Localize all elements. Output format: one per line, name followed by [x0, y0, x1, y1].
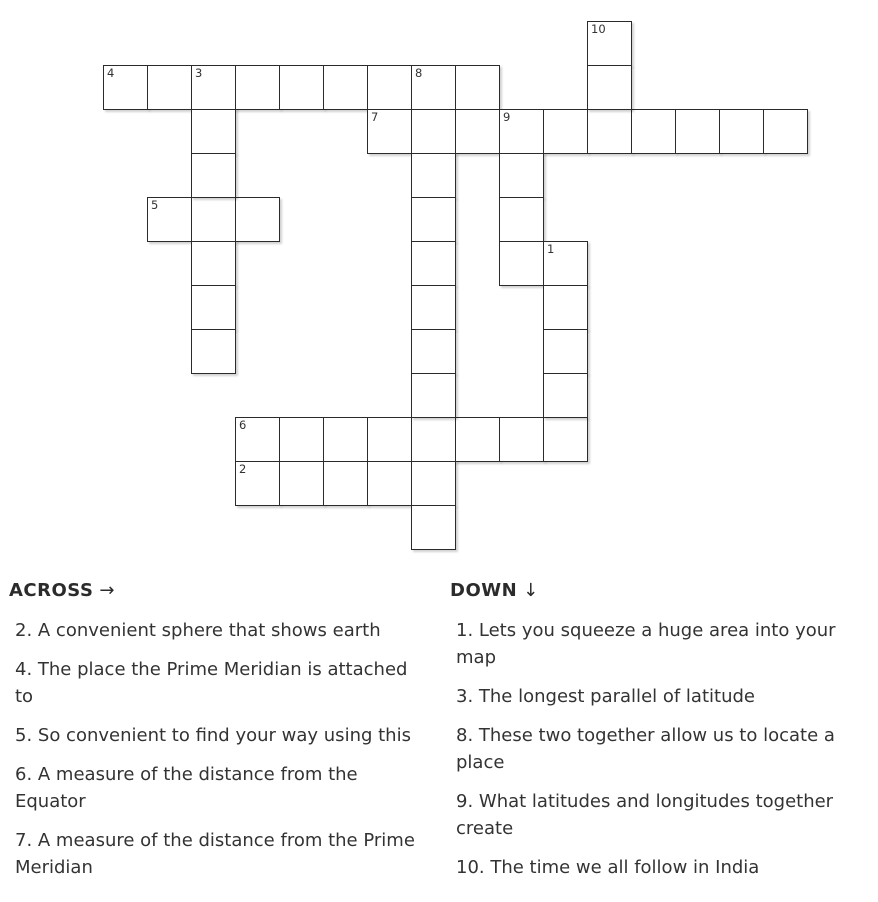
crossword-cell[interactable] [367, 109, 412, 154]
crossword-cell[interactable] [499, 197, 544, 242]
crossword-cell[interactable] [411, 285, 456, 330]
across-clue-6: 6. A measure of the distance from the Equator [15, 764, 358, 812]
crossword-cell[interactable] [191, 197, 236, 242]
crossword-cell[interactable] [543, 241, 588, 286]
crossword-cell[interactable] [499, 241, 544, 286]
cell-number: 3 [195, 66, 203, 80]
across-clue-5: 5. So convenient to find your way using this [15, 725, 411, 746]
crossword-cell[interactable] [719, 109, 764, 154]
crossword-cell[interactable] [191, 241, 236, 286]
cell-number: 1 [547, 242, 555, 256]
crossword-cell[interactable] [543, 329, 588, 374]
crossword-cell[interactable] [191, 285, 236, 330]
crossword-cell[interactable] [543, 285, 588, 330]
down-heading-label: DOWN [450, 580, 518, 601]
crossword-cell[interactable] [367, 461, 412, 506]
crossword-cell[interactable] [191, 153, 236, 198]
crossword-cell[interactable] [235, 461, 280, 506]
cell-number: 2 [239, 462, 247, 476]
across-heading [9, 580, 115, 601]
cell-number: 6 [239, 418, 247, 432]
crossword-cell[interactable] [587, 21, 632, 66]
across-clue-7: 7. A measure of the distance from the Prime Meridian [15, 830, 415, 878]
crossword-cell[interactable] [499, 109, 544, 154]
arrow-right-icon: → [99, 580, 116, 601]
cell-number: 5 [151, 198, 159, 212]
crossword-cell[interactable] [587, 109, 632, 154]
crossword-cell[interactable] [455, 65, 500, 110]
cell-number: 4 [107, 66, 115, 80]
crossword-cell[interactable] [411, 329, 456, 374]
crossword-cell[interactable] [323, 65, 368, 110]
crossword-cell[interactable] [279, 65, 324, 110]
down-clue-8: 8. These two together allow us to locate a place [456, 725, 835, 773]
cell-number: 8 [415, 66, 423, 80]
crossword-cell[interactable] [279, 417, 324, 462]
crossword-cell[interactable] [543, 373, 588, 418]
down-clue-9: 9. What latitudes and longitudes together create [456, 791, 834, 839]
down-clue-10: 10. The time we all follow in India [456, 857, 760, 878]
crossword-cell[interactable] [147, 197, 192, 242]
crossword-cell[interactable] [235, 417, 280, 462]
down-clue-1: 1. Lets you squeeze a huge area into your map [456, 620, 836, 668]
cell-number: 7 [371, 110, 379, 124]
crossword-cell[interactable] [455, 417, 500, 462]
crossword-cell[interactable] [323, 461, 368, 506]
crossword-cell[interactable] [499, 417, 544, 462]
crossword-cell[interactable] [235, 65, 280, 110]
cell-number: 10 [591, 22, 606, 36]
crossword-cell[interactable] [587, 65, 632, 110]
crossword-cell[interactable] [103, 65, 148, 110]
crossword-cell[interactable] [411, 197, 456, 242]
crossword-cell[interactable] [543, 417, 588, 462]
crossword-cell[interactable] [763, 109, 808, 154]
crossword-cell[interactable] [367, 65, 412, 110]
crossword-cell[interactable] [147, 65, 192, 110]
crossword-cell[interactable] [675, 109, 720, 154]
crossword-cell[interactable] [323, 417, 368, 462]
crossword-cell[interactable] [235, 197, 280, 242]
across-clue-list [15, 617, 420, 893]
crossword-cell[interactable] [411, 417, 456, 462]
crossword-cell[interactable] [411, 505, 456, 550]
down-heading [450, 580, 539, 601]
down-clue-list [456, 617, 861, 893]
crossword-cell[interactable] [191, 109, 236, 154]
across-heading-label: ACROSS [9, 580, 94, 601]
crossword-cell[interactable] [455, 109, 500, 154]
crossword-cell[interactable] [411, 109, 456, 154]
crossword-cell[interactable] [631, 109, 676, 154]
crossword-cell[interactable] [411, 65, 456, 110]
crossword-cell[interactable] [191, 65, 236, 110]
arrow-down-icon: ↓ [523, 580, 539, 601]
across-clue-4: 4. The place the Prime Meridian is attached to [15, 659, 408, 707]
crossword-cell[interactable] [543, 109, 588, 154]
down-clue-3: 3. The longest parallel of latitude [456, 686, 755, 707]
crossword-cell[interactable] [279, 461, 324, 506]
cell-number: 9 [503, 110, 511, 124]
across-clue-2: 2. A convenient sphere that shows earth [15, 620, 381, 641]
crossword-cell[interactable] [411, 241, 456, 286]
crossword-cell[interactable] [411, 373, 456, 418]
crossword-cell[interactable] [499, 153, 544, 198]
crossword-cell[interactable] [411, 461, 456, 506]
crossword-cell[interactable] [411, 153, 456, 198]
crossword-cell[interactable] [367, 417, 412, 462]
crossword-cell[interactable] [191, 329, 236, 374]
